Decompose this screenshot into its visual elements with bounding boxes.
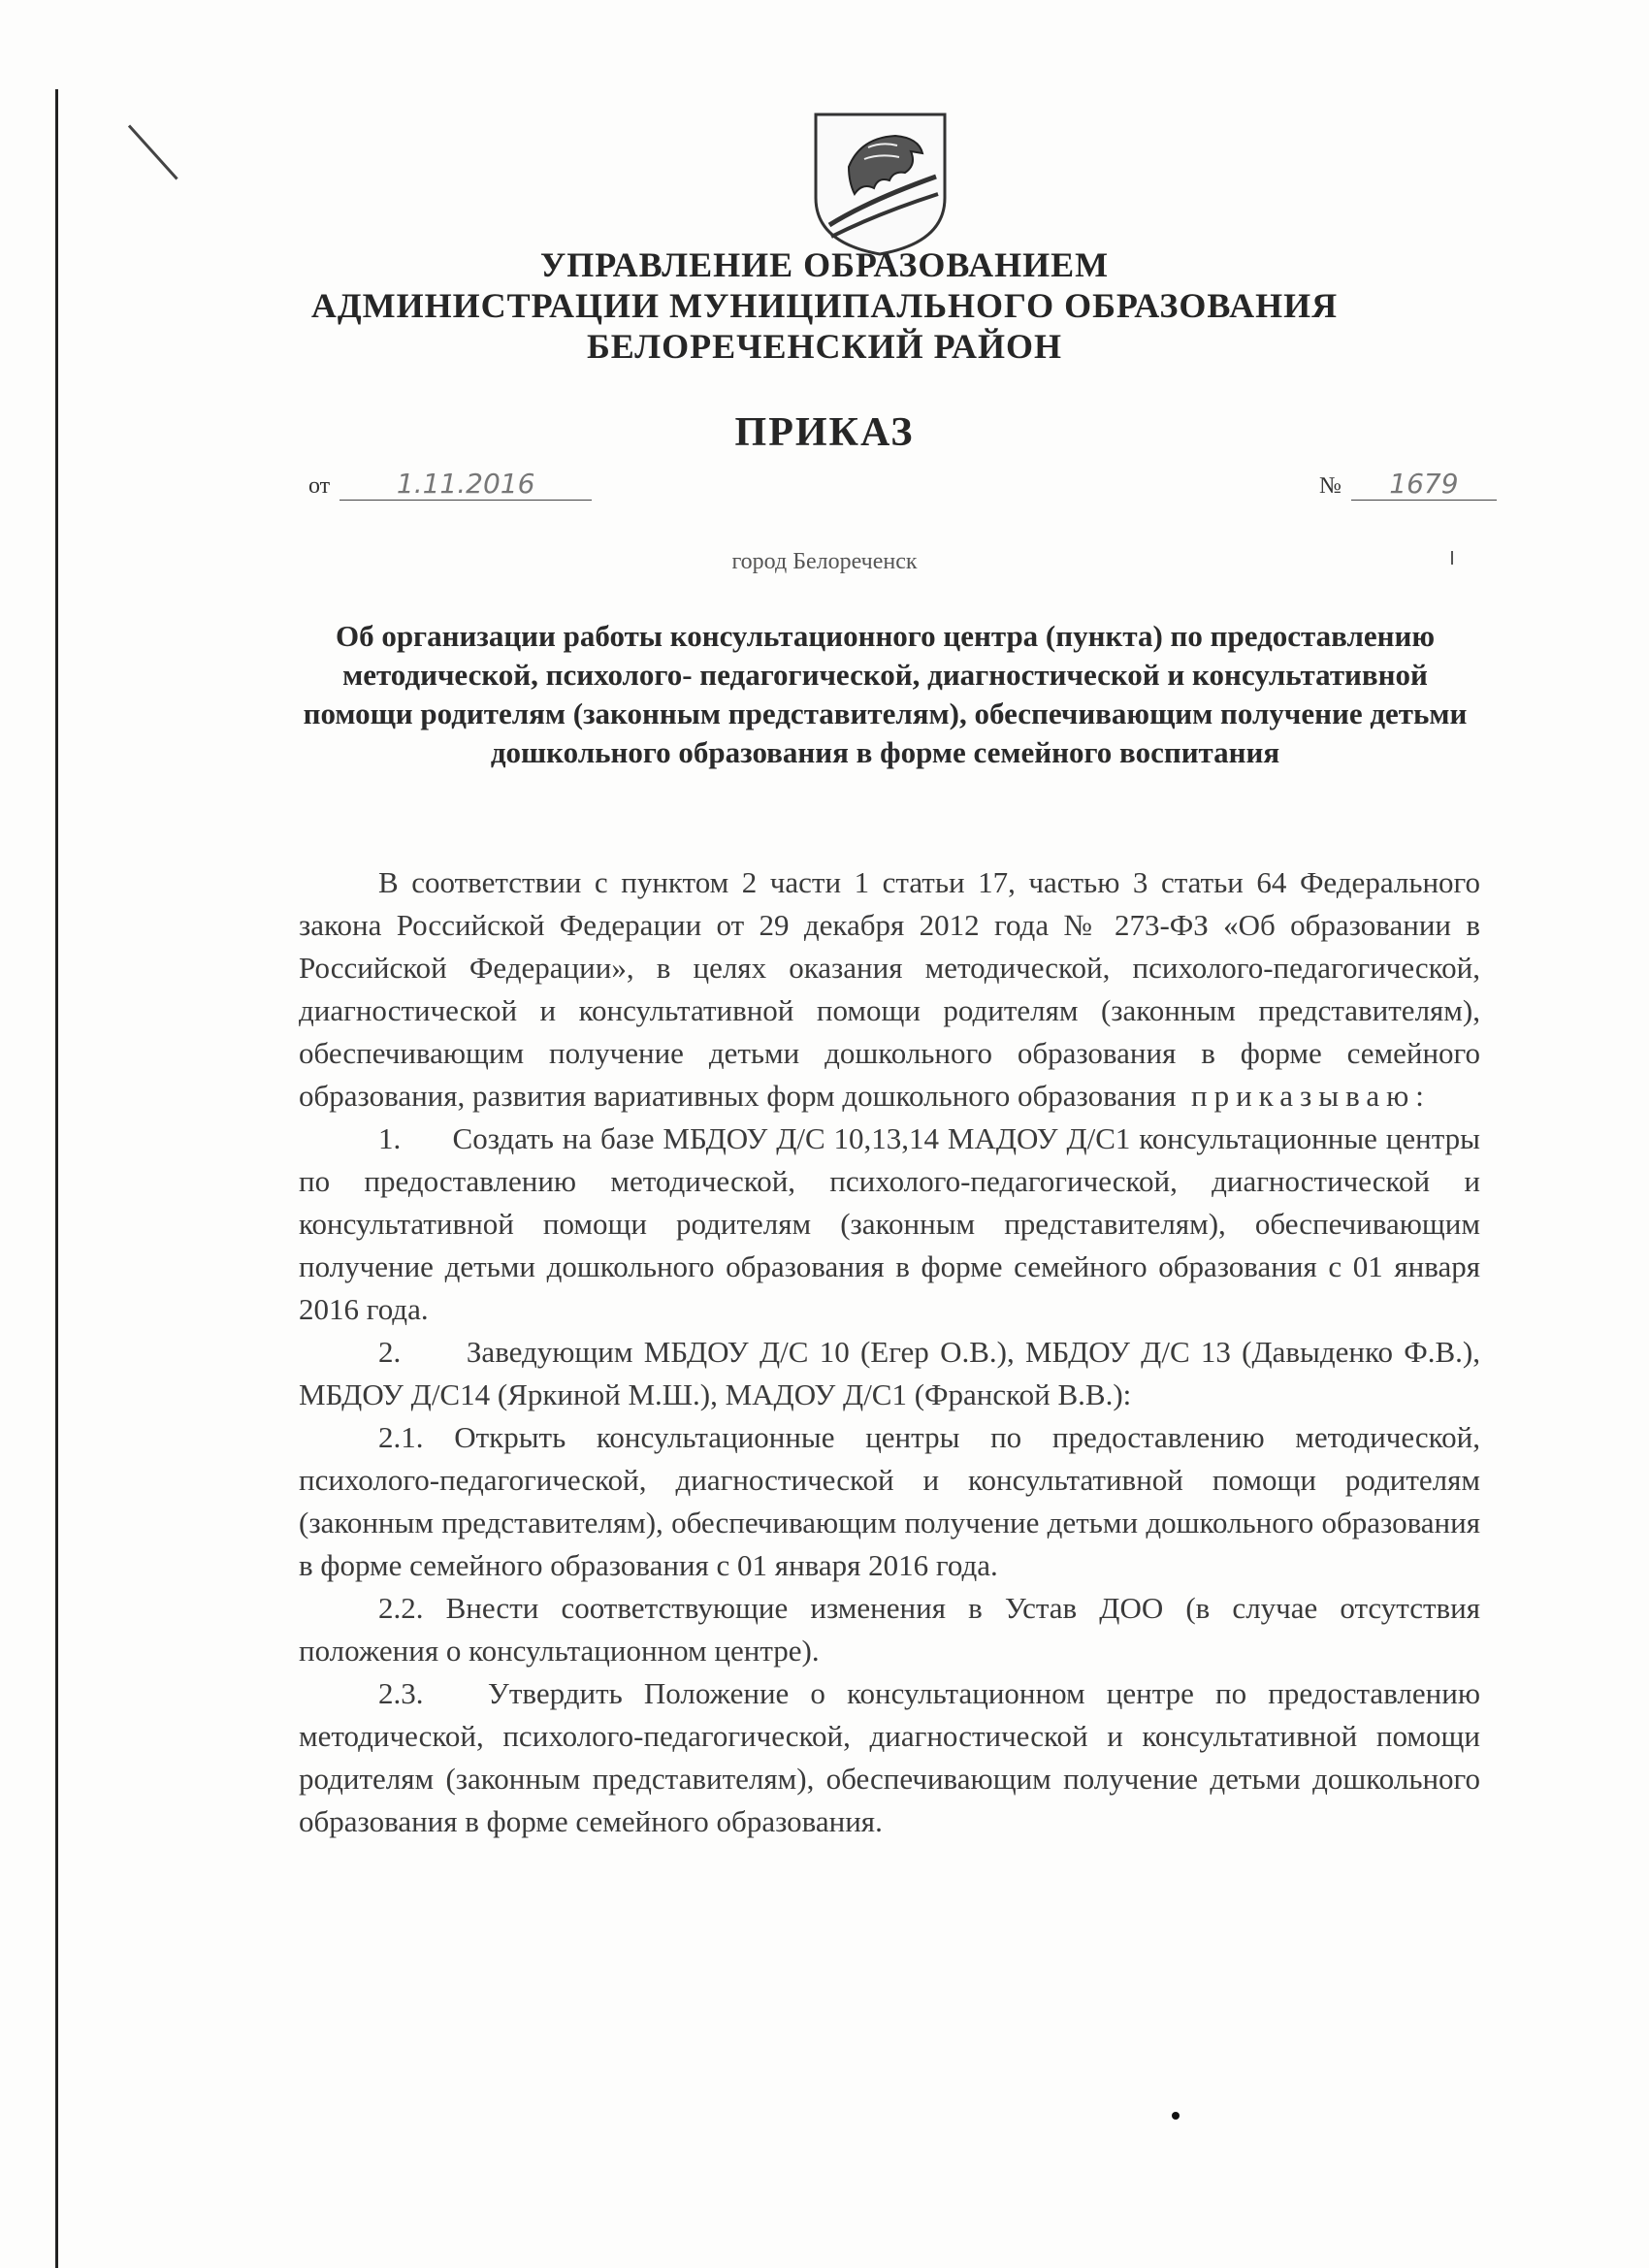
coat-of-arms-emblem (810, 109, 951, 259)
scan-mark (128, 124, 178, 179)
date-value-handwritten: 1.11.2016 (340, 468, 592, 501)
city-line: город Белореченск (731, 549, 918, 574)
item-2-1: 2.1. Открыть консультационные центры по предоставлению методической, психолого-педагогической, диагностической и консультативной помощи родителям (законным представителям), обеспечивающим получение детьми дошкольного образования в форме семейного образования с 01 января 2016 года. (299, 1420, 1480, 1582)
header-line-2: АДМИНИСТРАЦИИ МУНИЦИПАЛЬНОГО ОБРАЗОВАНИЯ (310, 286, 1339, 325)
number-value-handwritten: 1679 (1351, 468, 1497, 501)
item-2-2: 2.2. Внести соответствующие изменения в Устав ДОО (в случае отсутствия положения о консультационном центре). (299, 1591, 1480, 1668)
order-number (1319, 468, 1497, 501)
item-1: 1. Создать на базе МБДОУ Д/С 10,13,14 МАДОУ Д/С1 консультационные центры по предоставлению методической, психолого-педагогической, диагностической и консультативной помощи родителям (законным представителям), обеспечивающим получение детьми дошкольного образования в форме семейного образования с 01 января 2016 года. (299, 1121, 1480, 1326)
header-line-1: УПРАВЛЕНИЕ ОБРАЗОВАНИЕМ (539, 245, 1110, 284)
document-title: ПРИКАЗ (734, 410, 915, 455)
order-word: приказываю: (1191, 1079, 1431, 1113)
date-label: от (308, 473, 331, 499)
order-body (299, 861, 1480, 1843)
order-subject: Об организации работы консультационного центра (пункта) по предоставлению методической, психолого- педагогической, диагностической и консультативной помощи родителям (законным представителям), обеспечивающим получение детьми дошкольного образования в форме семейного воспитания (303, 619, 1468, 769)
order-date (308, 468, 592, 501)
intro-text: В соответствии с пунктом 2 части 1 статьи 17, частью 3 статьи 64 Федерального закона Российской Федерации от 29 декабря 2012 года № 273-ФЗ «Об образовании в Российской Федерации», в целях оказания методической, психолого-педагогической, диагностической и консультативной помощи родителям (законным представителям), обеспечивающим получение детьми дошкольного образования в форме семейного образования, развития вариативных форм дошкольного образования (299, 865, 1480, 1113)
intro-paragraph (299, 861, 1480, 1118)
issuing-authority-header (0, 244, 1649, 367)
item-2-3: 2.3. Утвердить Положение о консультационном центре по предоставлению методической, психолого-педагогической, диагностической и консультативной помощи родителям (законным представителям), обеспечивающим получение детьми дошкольного образования в форме семейного образования. (299, 1676, 1480, 1838)
number-label: № (1319, 473, 1342, 499)
header-line-3: БЕЛОРЕЧЕНСКИЙ РАЙОН (586, 327, 1063, 366)
scan-dot (1172, 2112, 1180, 2120)
item-2: 2. Заведующим МБДОУ Д/С 10 (Егер О.В.), МБДОУ Д/С 13 (Давыденко Ф.В.), МБДОУ Д/С14 (Яркиной М.Ш.), МАДОУ Д/С1 (Франской В.В.): (299, 1335, 1480, 1411)
